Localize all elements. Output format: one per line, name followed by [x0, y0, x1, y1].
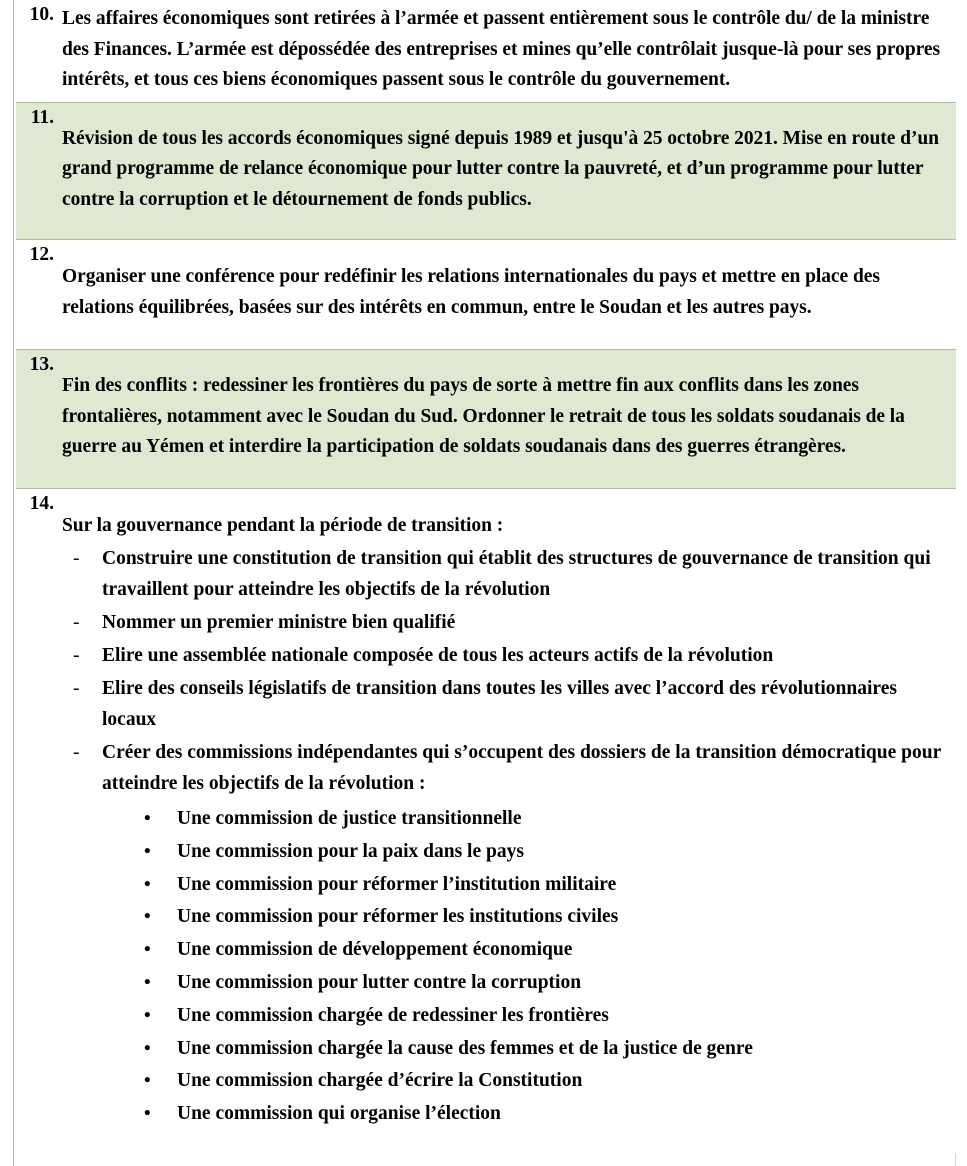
list-item: [102, 1098, 944, 1131]
table-row: [16, 102, 956, 241]
clause-text: Organiser une conférence pour redéfinir les relations internationales du pays et mettre en place des relations équilibrées, basées sur des intérêts en commun, entre le Soudan et les autres pays.: [62, 266, 880, 318]
clause-text: Fin des conflits : redessiner les frontières du pays de sorte à mettre fin aux conflits dans les zones frontalières, notamment avec le Soudan du Sud. Ordonner le retrait de tous les soldats soudanais de la guerre au Yémen et interdire la participation de soldats soudanais dans des guerres étrangères.: [62, 375, 905, 457]
clause-text: Révision de tous les accords économiques signé depuis 1989 et jusqu'à 25 octobre 2021. Mise en route d’un grand programme de relance économique pour lutter contre la pauvreté, et d’un programme pour lutter contre la corruption et le détournement de fonds publics.: [62, 127, 939, 210]
round-bullet-icon: •: [144, 971, 151, 993]
round-bullet-icon: •: [144, 873, 151, 895]
commission-text: Une commission pour réformer les institutions civiles: [177, 906, 619, 928]
commission-text: Une commission pour la paix dans le pays: [177, 840, 524, 862]
commission-text: Une commission de développement économique: [177, 939, 573, 961]
sub-item: [62, 737, 944, 1131]
clause-number: 10.: [29, 4, 54, 25]
round-bullet-icon: •: [144, 1070, 151, 1092]
dash-bullet-icon: -: [73, 742, 80, 763]
list-item: [102, 836, 944, 869]
clause-item-10: [16, 0, 956, 102]
sub-item-text: Créer des commissions indépendantes qui s’occupent des dossiers de la transition démocratique pour atteindre les objectifs de la révolution :: [102, 742, 941, 794]
list-item: [102, 901, 944, 934]
list-item: [102, 1000, 944, 1033]
clause-item-13: [16, 350, 956, 488]
round-bullet-icon: •: [144, 840, 151, 862]
dash-bullet-icon: -: [73, 645, 80, 666]
clause-item-12: [16, 240, 956, 349]
table-row: [16, 349, 956, 489]
list-item: [102, 1065, 944, 1098]
table-row: [16, 240, 956, 349]
round-bullet-icon: •: [144, 1004, 151, 1026]
sub-item: [62, 673, 944, 735]
sub-item-text: Elire des conseils législatifs de transition dans toutes les villes avec l’accord des révolutionnaires locaux: [102, 678, 897, 730]
dash-bullet-icon: -: [73, 678, 80, 699]
commission-text: Une commission chargée de redessiner les frontières: [177, 1004, 609, 1026]
list-item: [102, 1033, 944, 1066]
commission-bullet-list: [102, 803, 944, 1131]
sub-item: [62, 543, 944, 605]
dash-bullet-icon: -: [73, 548, 80, 569]
clause-text: Les affaires économiques sont retirées à l’armée et passent entièrement sous le contrôle du/ de la ministre des Finances. L’armée est dépossédée des entreprises et mines qu’elle contrôlait jusque-là pour ses propres intérêts, et tous ces biens économiques passent sous le contrôle du gouvernement.: [62, 8, 941, 90]
table-row: [16, 0, 956, 102]
clause-number: 14.: [29, 492, 54, 514]
clause-number: 11.: [30, 106, 54, 128]
clause-number: 13.: [29, 354, 54, 375]
round-bullet-icon: •: [144, 1037, 151, 1059]
commission-text: Une commission pour lutter contre la corruption: [177, 971, 582, 993]
list-item: [102, 967, 944, 1000]
table-row: [16, 489, 956, 1153]
clause-item-11: [16, 103, 956, 240]
round-bullet-icon: •: [144, 1103, 151, 1125]
sub-item-text: Construire une constitution de transition qui établit des structures de gouvernance de transition qui travaillent pour atteindre les objectifs de la révolution: [102, 548, 931, 600]
clause-14-sub-list: [62, 543, 944, 1131]
list-item: [102, 803, 944, 836]
list-item: [102, 934, 944, 967]
sub-item: [62, 640, 944, 671]
round-bullet-icon: •: [144, 939, 151, 961]
list-item: [102, 869, 944, 902]
commission-text: Une commission chargée d’écrire la Constitution: [177, 1070, 583, 1092]
clause-text: Sur la gouvernance pendant la période de transition :: [62, 514, 504, 536]
clause-number: 12.: [29, 244, 54, 265]
commission-text: Une commission de justice transitionnelle: [177, 808, 522, 829]
sub-item-text: Nommer un premier ministre bien qualifié: [102, 612, 456, 633]
round-bullet-icon: •: [144, 906, 151, 928]
commission-text: Une commission chargée la cause des femmes et de la justice de genre: [177, 1037, 753, 1059]
sub-item: [62, 607, 944, 638]
clause-item-14: [16, 489, 956, 1153]
round-bullet-icon: •: [144, 808, 151, 829]
commission-text: Une commission pour réformer l’institution militaire: [177, 873, 617, 895]
sub-item-text: Elire une assemblée nationale composée de tous les acteurs actifs de la révolution: [102, 645, 774, 666]
dash-bullet-icon: -: [73, 612, 80, 633]
commission-text: Une commission qui organise l’élection: [177, 1103, 501, 1125]
